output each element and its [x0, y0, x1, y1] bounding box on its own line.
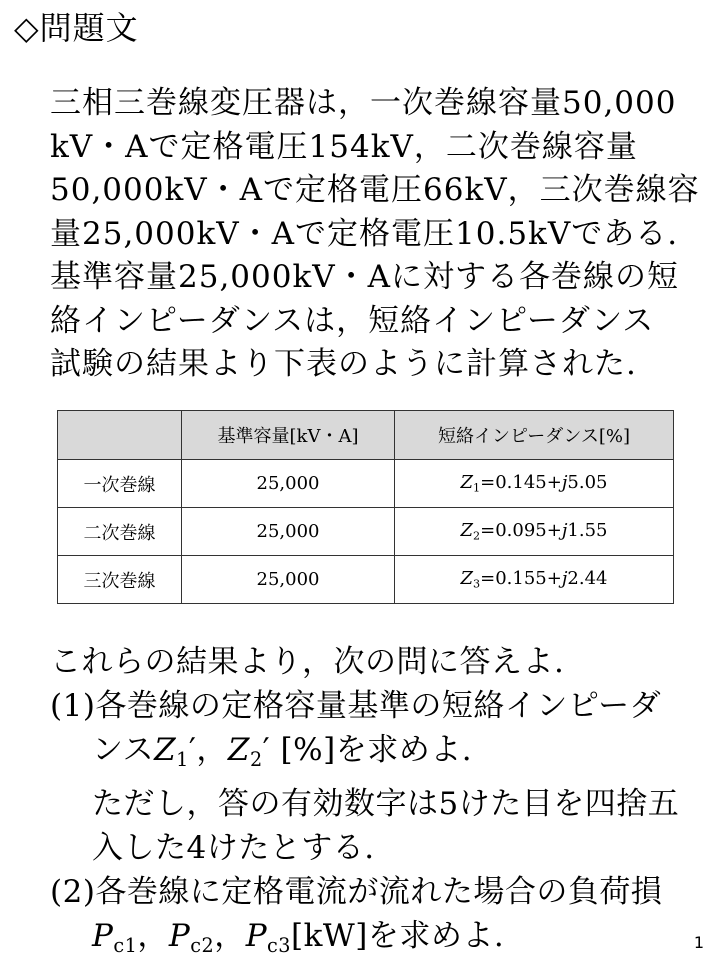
question-1-line: (1)各巻線の定格容量基準の短絡インピーダ — [50, 688, 662, 724]
question-1-line: ンス$Z_1'$，$Z_2'$ [%]を求めよ. — [92, 732, 473, 771]
statement-line: 三相三巻線変圧器は，一次巻線容量50,000 — [50, 85, 677, 121]
table-row — [58, 508, 674, 556]
question-1-line: ただし，答の有効数字は5けた目を四捨五 — [92, 785, 680, 822]
header-capacity: 基準容量[kV・A] — [182, 411, 395, 460]
impedance-table — [57, 410, 674, 604]
page-number: 1 — [693, 933, 704, 952]
header-impedance: 短絡インピーダンス[%] — [395, 411, 674, 460]
statement-line: 基準容量25,000kV・Aに対する各巻線の短 — [50, 259, 680, 295]
winding-name: 二次巻線 — [58, 508, 182, 556]
base-capacity: 25,000 — [182, 556, 395, 604]
table-header-row — [58, 411, 674, 460]
statement-line: 50,000kV・Aで定格電圧66kV，三次巻線容 — [50, 172, 700, 208]
base-capacity: 25,000 — [182, 508, 395, 556]
winding-name: 三次巻線 — [58, 556, 182, 604]
question-2-line: $P_{c1}$，$P_{c2}$，$P_{c3}[kW]$を求めよ. — [92, 917, 505, 957]
section-heading: ◇問題文 — [14, 9, 139, 47]
winding-name: 一次巻線 — [58, 460, 182, 508]
table-row — [58, 556, 674, 604]
base-capacity: 25,000 — [182, 460, 395, 508]
statement-line: 試験の結果より下表のように計算された. — [50, 346, 637, 382]
statement-line: kV・Aで定格電圧154kV，二次巻線容量 — [50, 128, 638, 165]
problem-statement — [50, 82, 700, 387]
impedance-value: $Z_2=0.095+j1.55$ — [395, 508, 674, 556]
impedance-value: $Z_3=0.155+j2.44$ — [395, 556, 674, 604]
table-row — [58, 460, 674, 508]
questions-lead: これらの結果より，次の問に答えよ. — [50, 644, 565, 680]
impedance-value: $Z_1=0.145+j5.05$ — [395, 460, 674, 508]
statement-line: 絡インピーダンスは，短絡インピーダンス — [50, 302, 655, 339]
question-2-line: (2)各巻線に定格電流が流れた場合の負荷損 — [50, 873, 663, 910]
question-1-line: 入した4けたとする. — [92, 829, 375, 866]
statement-line: 量25,000kV・Aで定格電圧10.5kVである. — [50, 215, 679, 252]
questions-block — [50, 640, 679, 968]
header-corner-cell — [58, 411, 182, 460]
